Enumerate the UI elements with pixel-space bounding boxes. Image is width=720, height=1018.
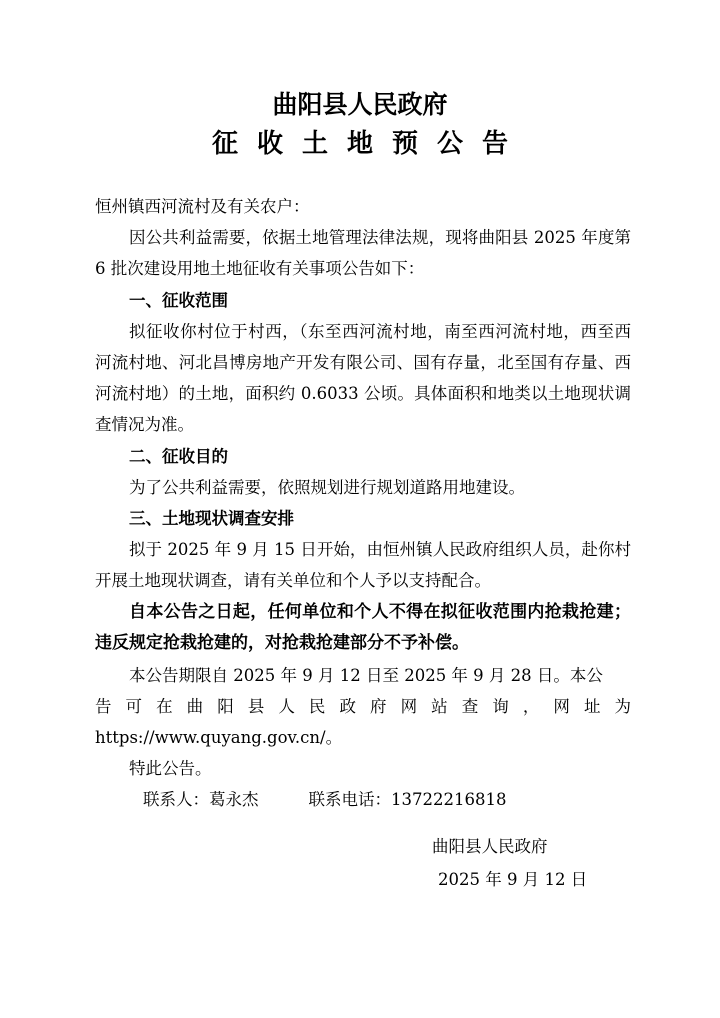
section-heading-survey: 三、土地现状调查安排 xyxy=(129,509,294,529)
signature-issuer: 曲阳县人民政府 xyxy=(432,837,548,856)
section-heading-purpose: 二、征收目的 xyxy=(129,446,228,466)
website-link[interactable]: https://www.quyang.gov.cn/。 xyxy=(95,728,343,748)
contact-line xyxy=(95,784,631,815)
section-text-scope: 拟征收你村位于村西，（东至西河流村地，南至西河流村地，西至西河流村地、河北昌博房地产开发有限公司、国有存量，北至国有存量、西河流村地）的土地，面积约 0.6033 公顷。具体面积和地类以土地现状调查情况为准。 xyxy=(95,321,631,435)
addressee: 恒州镇西河流村及有关农户： xyxy=(95,197,310,216)
closing-text: 特此公告。 xyxy=(129,759,212,779)
notice-title: 征收土地预公告 xyxy=(211,129,527,159)
notice-body xyxy=(95,191,631,816)
contact-phone-label: 联系电话： xyxy=(308,790,391,810)
contact-phone: 13722216818 xyxy=(391,790,507,810)
contact-person-label: 联系人： xyxy=(143,790,209,810)
warning-paragraph: 自本公告之日起，任何单位和个人不得在拟征收范围内抢栽抢建；违反规定抢栽抢建的，对抢栽抢建部分不予补偿。 xyxy=(95,601,631,654)
signature-block xyxy=(432,830,632,896)
signature-date: 2025 年 9 月 12 日 xyxy=(438,870,588,889)
intro-paragraph: 因公共利益需要，依据土地管理法律法规，现将曲阳县 2025 年度第 6 批次建设用地土地征收有关事项公告如下： xyxy=(95,228,631,279)
validity-line-1: 本公告期限自 2025 年 9 月 12 日至 2025 年 9 月 28 日。本公 xyxy=(129,665,603,685)
section-text-purpose: 为了公共利益需要，依照规划进行规划道路用地建设。 xyxy=(129,477,525,497)
section-heading-scope: 一、征收范围 xyxy=(129,290,228,310)
contact-person: 葛永杰 xyxy=(209,790,259,810)
issuer-title: 曲阳县人民政府 xyxy=(272,90,448,119)
section-text-survey: 拟于 2025 年 9 月 15 日开始，由恒州镇人民政府组织人员，赴你村开展土地现状调查，请有关单位和个人予以支持配合。 xyxy=(95,540,631,591)
validity-line-2: 告可在曲阳县人民政府网站查询，网址为 xyxy=(95,696,631,716)
